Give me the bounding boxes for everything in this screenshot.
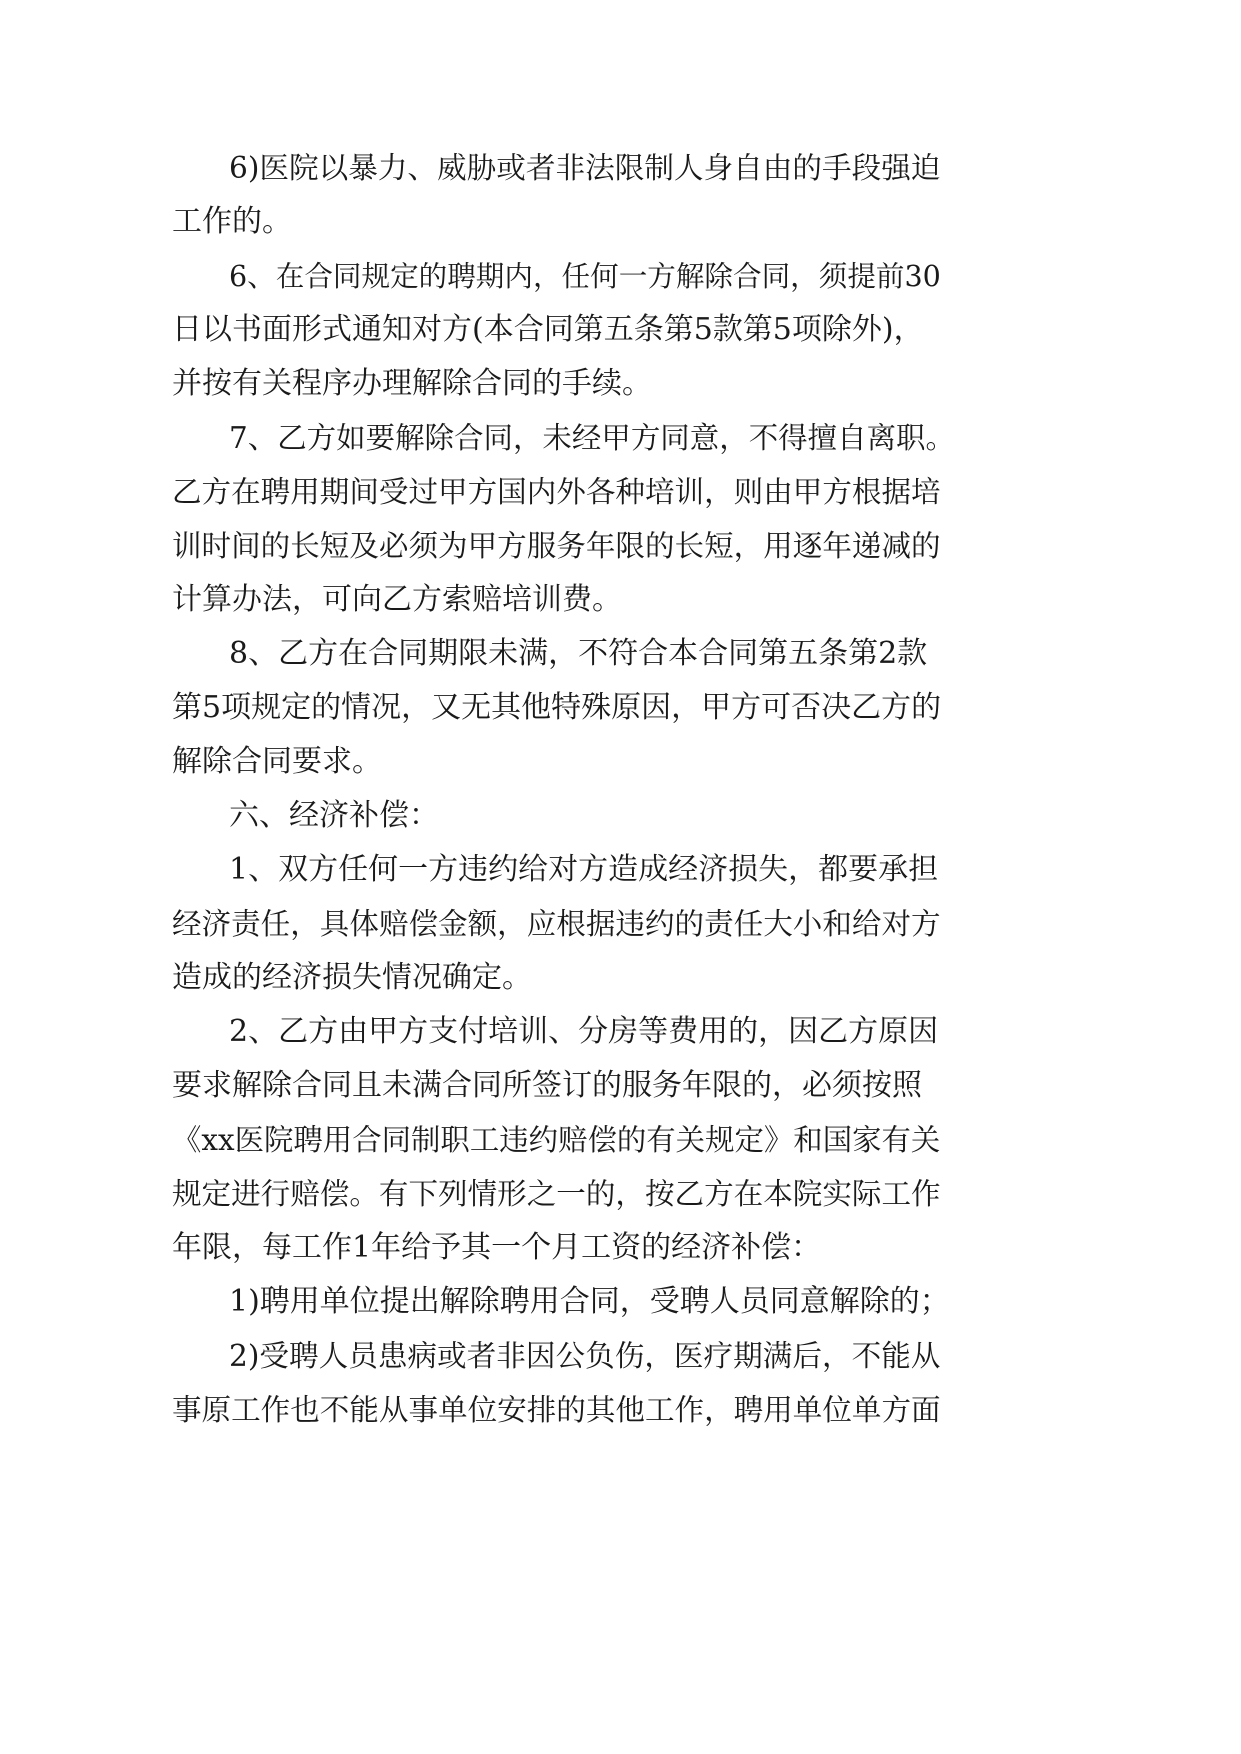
text-line: 日以书面形式通知对方(本合同第五条第5款第5项除外)，: [172, 312, 924, 347]
text-line: 8、乙方在合同期限未满，不符合本合同第五条第2款: [229, 636, 928, 671]
text-line: 训时间的长短及必须为甲方服务年限的长短，用逐年递减的: [172, 529, 941, 563]
text-line: 事原工作也不能从事单位安排的其他工作，聘用单位单方面: [172, 1393, 941, 1427]
text-line: 1)聘用单位提出解除聘用合同，受聘人员同意解除的；: [229, 1284, 950, 1319]
text-line: 计算办法，可向乙方索赔培训费。: [172, 582, 622, 617]
text-line: 7、乙方如要解除合同，未经甲方同意，不得擅自离职。: [229, 421, 955, 455]
text-line: 1、双方任何一方违约给对方造成经济损失，都要承担: [229, 852, 939, 887]
text-line: 乙方在聘用期间受过甲方国内外各种培训，则由甲方根据培: [172, 475, 941, 509]
text-line: 年限，每工作1年给予其一个月工资的经济补偿：: [172, 1230, 822, 1265]
text-line: 6、在合同规定的聘期内，任何一方解除合同，须提前30: [229, 259, 941, 293]
text-line: 并按有关程序办理解除合同的手续。: [172, 366, 652, 401]
text-line: 要求解除合同且未满合同所签订的服务年限的，必须按照: [172, 1068, 922, 1103]
text-line: 造成的经济损失情况确定。: [172, 960, 532, 995]
text-line: 2)受聘人员患病或者非因公负伤，医疗期满后，不能从: [229, 1339, 941, 1373]
text-line: 第5项规定的情况，又无其他特殊原因，甲方可否决乙方的: [172, 690, 942, 725]
text-line: 工作的。: [172, 204, 292, 239]
text-line: 2、乙方由甲方支付培训、分房等费用的，因乙方原因: [229, 1014, 939, 1049]
text-line: 《xx医院聘用合同制职工违约赔偿的有关规定》和国家有关: [172, 1123, 941, 1157]
section-heading: 六、经济补偿：: [229, 798, 439, 833]
text-line: 经济责任，具体赔偿金额，应根据违约的责任大小和给对方: [172, 907, 941, 941]
text-line: 规定进行赔偿。有下列情形之一的，按乙方在本院实际工作: [172, 1177, 941, 1211]
text-line: 解除合同要求。: [172, 744, 382, 779]
text-line: 6)医院以暴力、威胁或者非法限制人身自由的手段强迫: [229, 151, 941, 185]
